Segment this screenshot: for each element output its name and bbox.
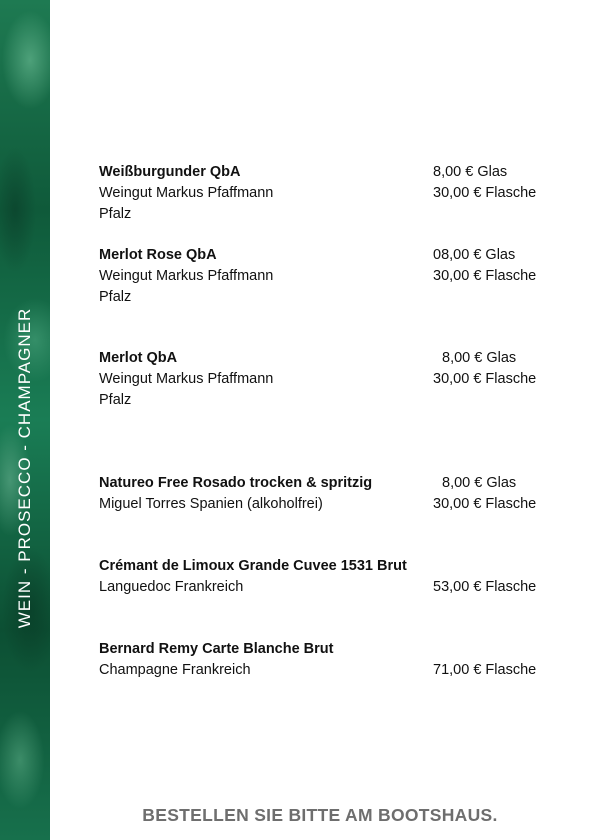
price-amount: 8,00 € [433,164,474,180]
price-bottle [433,266,536,287]
price-glass [433,162,507,183]
wine-name: Crémant de Limoux Grande Cuvee 1531 Brut [99,558,407,574]
wine-name: Natureo Free Rosado trocken & spritzig [99,475,373,491]
wine-item [99,245,549,308]
wine-producer: Languedoc Frankreich [99,579,244,595]
price-unit: Glas [486,475,517,491]
price-unit: Flasche [485,371,537,387]
price-bottle [433,183,536,204]
price-unit: Flasche [485,496,537,512]
price-bottle [433,494,536,515]
price-amount: 53,00 € [433,579,482,595]
wine-region: Pfalz [99,289,132,305]
price-unit: Flasche [485,185,537,201]
price-glass [433,245,515,266]
price-amount: 30,00 € [433,268,482,284]
price-unit: Glas [485,247,516,263]
price-amount: 30,00 € [433,185,482,201]
price-bottle [433,577,536,598]
price-bottle [433,660,536,681]
wine-region: Pfalz [99,392,132,408]
wine-item [99,348,549,411]
price-amount: 8,00 € [442,350,483,366]
price-glass [442,473,516,494]
wine-region: Pfalz [99,206,132,222]
price-unit: Flasche [485,579,537,595]
price-glass [442,348,516,369]
price-amount: 30,00 € [433,496,482,512]
sidebar-title: WEIN - PROSECCO - CHAMPAGNER [15,307,34,629]
price-unit: Flasche [485,268,537,284]
wine-name: Bernard Remy Carte Blanche Brut [99,641,334,657]
price-unit: Glas [486,350,517,366]
price-amount: 30,00 € [433,371,482,387]
wine-item [99,473,549,515]
wine-producer: Weingut Markus Pfaffmann [99,371,274,387]
wine-name: Merlot QbA [99,350,178,366]
wine-item [99,162,549,225]
price-amount: 08,00 € [433,247,482,263]
price-amount: 71,00 € [433,662,482,678]
wine-producer: Weingut Markus Pfaffmann [99,268,274,284]
price-unit: Glas [477,164,508,180]
price-bottle [433,369,536,390]
price-unit: Flasche [485,662,537,678]
wine-item [99,556,549,598]
wine-producer: Miguel Torres Spanien (alkoholfrei) [99,496,323,512]
wine-name: Weißburgunder QbA [99,164,241,180]
wine-producer: Champagne Frankreich [99,662,251,678]
sidebar-banner [0,0,50,840]
wine-name: Merlot Rose QbA [99,247,217,263]
wine-item [99,639,549,681]
wine-producer: Weingut Markus Pfaffmann [99,185,274,201]
footer-notice: BESTELLEN SIE BITTE AM BOOTSHAUS. [142,805,498,825]
price-amount: 8,00 € [442,475,483,491]
